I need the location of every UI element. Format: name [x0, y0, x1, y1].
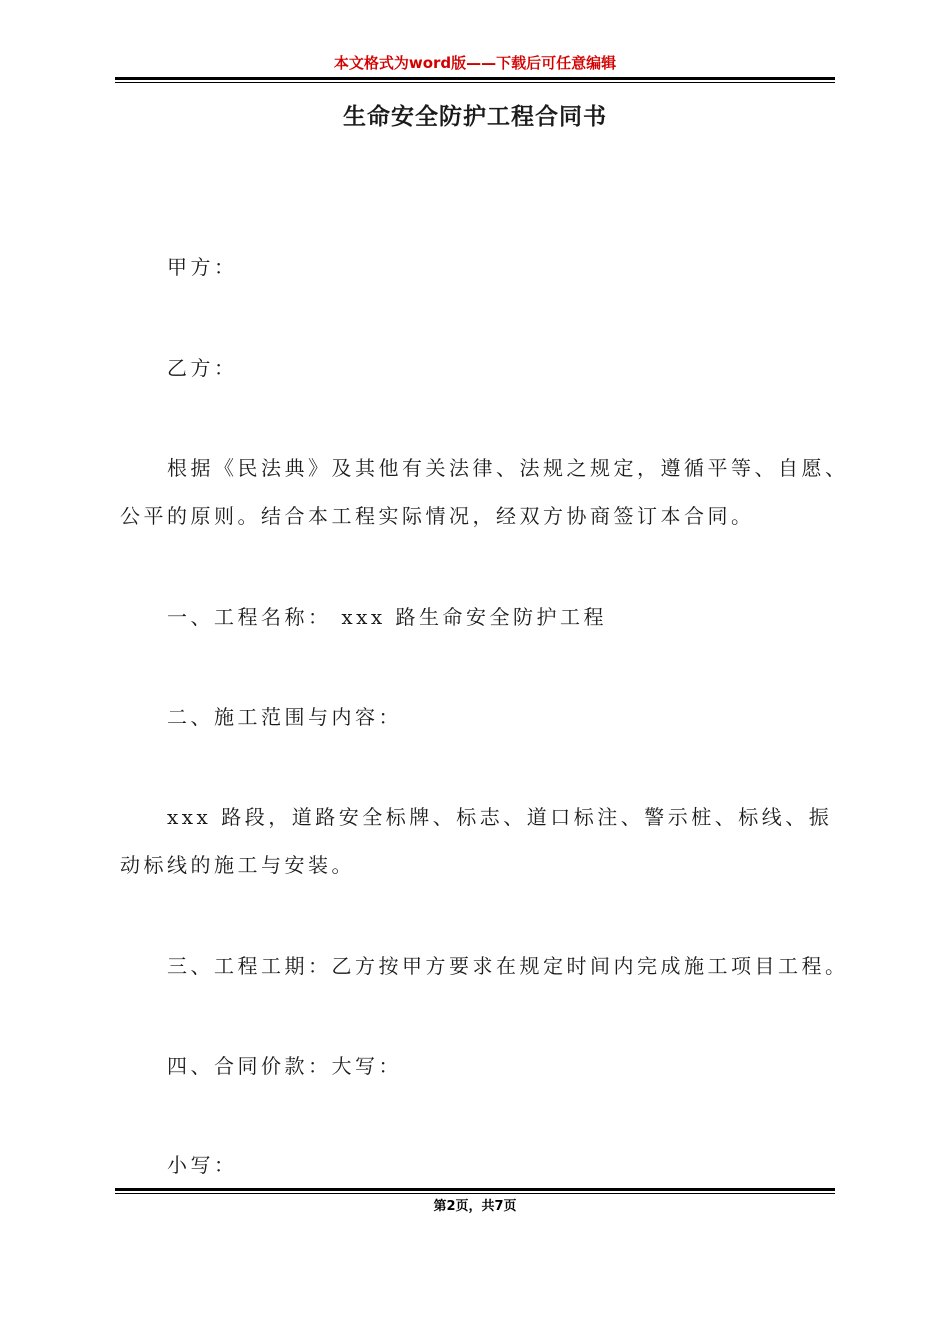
party-a-line: [120, 243, 840, 291]
item-3-text: 三、工程工期：乙方按甲方要求在规定时间内完成施工项目工程。: [167, 954, 849, 978]
item-2-detail-line-2: 动标线的施工与安装。: [120, 853, 355, 877]
preamble-line-2: 公平的原则。结合本工程实际情况，经双方协商签订本合同。: [120, 504, 755, 528]
party-b-line: [120, 344, 840, 392]
item-4-text: 四、合同价款：大写：: [167, 1054, 402, 1078]
party-b-label: 乙方：: [167, 356, 238, 380]
item-2-detail-paragraph: [120, 793, 840, 889]
item-1-text: 一、工程名称： xxx 路生命安全防护工程: [167, 605, 608, 629]
header-note: 本文格式为word版——下载后可任意编辑: [333, 54, 617, 72]
item-2-scope: [120, 693, 840, 741]
preamble-line-1: 根据《民法典》及其他有关法律、法规之规定，遵循平等、自愿、: [167, 456, 849, 480]
footer-rule-thick: [115, 1188, 835, 1191]
item-1-project-name: [120, 593, 840, 641]
item-4-small-amount: [120, 1141, 840, 1189]
party-a-label: 甲方：: [167, 255, 238, 279]
header-rule-thick: [115, 77, 835, 80]
item-2-detail-line-1: xxx 路段，道路安全标牌、标志、道口标注、警示桩、标线、振: [167, 805, 833, 829]
footer-page-info: 第2页，共7页: [433, 1199, 517, 1214]
preamble-paragraph: [120, 444, 849, 540]
item-2-text: 二、施工范围与内容：: [167, 705, 402, 729]
header-rule-thin: [115, 82, 835, 83]
item-4-small-text: 小写：: [167, 1153, 238, 1177]
item-3-duration: [120, 942, 849, 990]
item-4-price: [120, 1042, 840, 1090]
document-title: 生命安全防护工程合同书: [343, 104, 607, 130]
footer-rule-thin: [115, 1193, 835, 1194]
